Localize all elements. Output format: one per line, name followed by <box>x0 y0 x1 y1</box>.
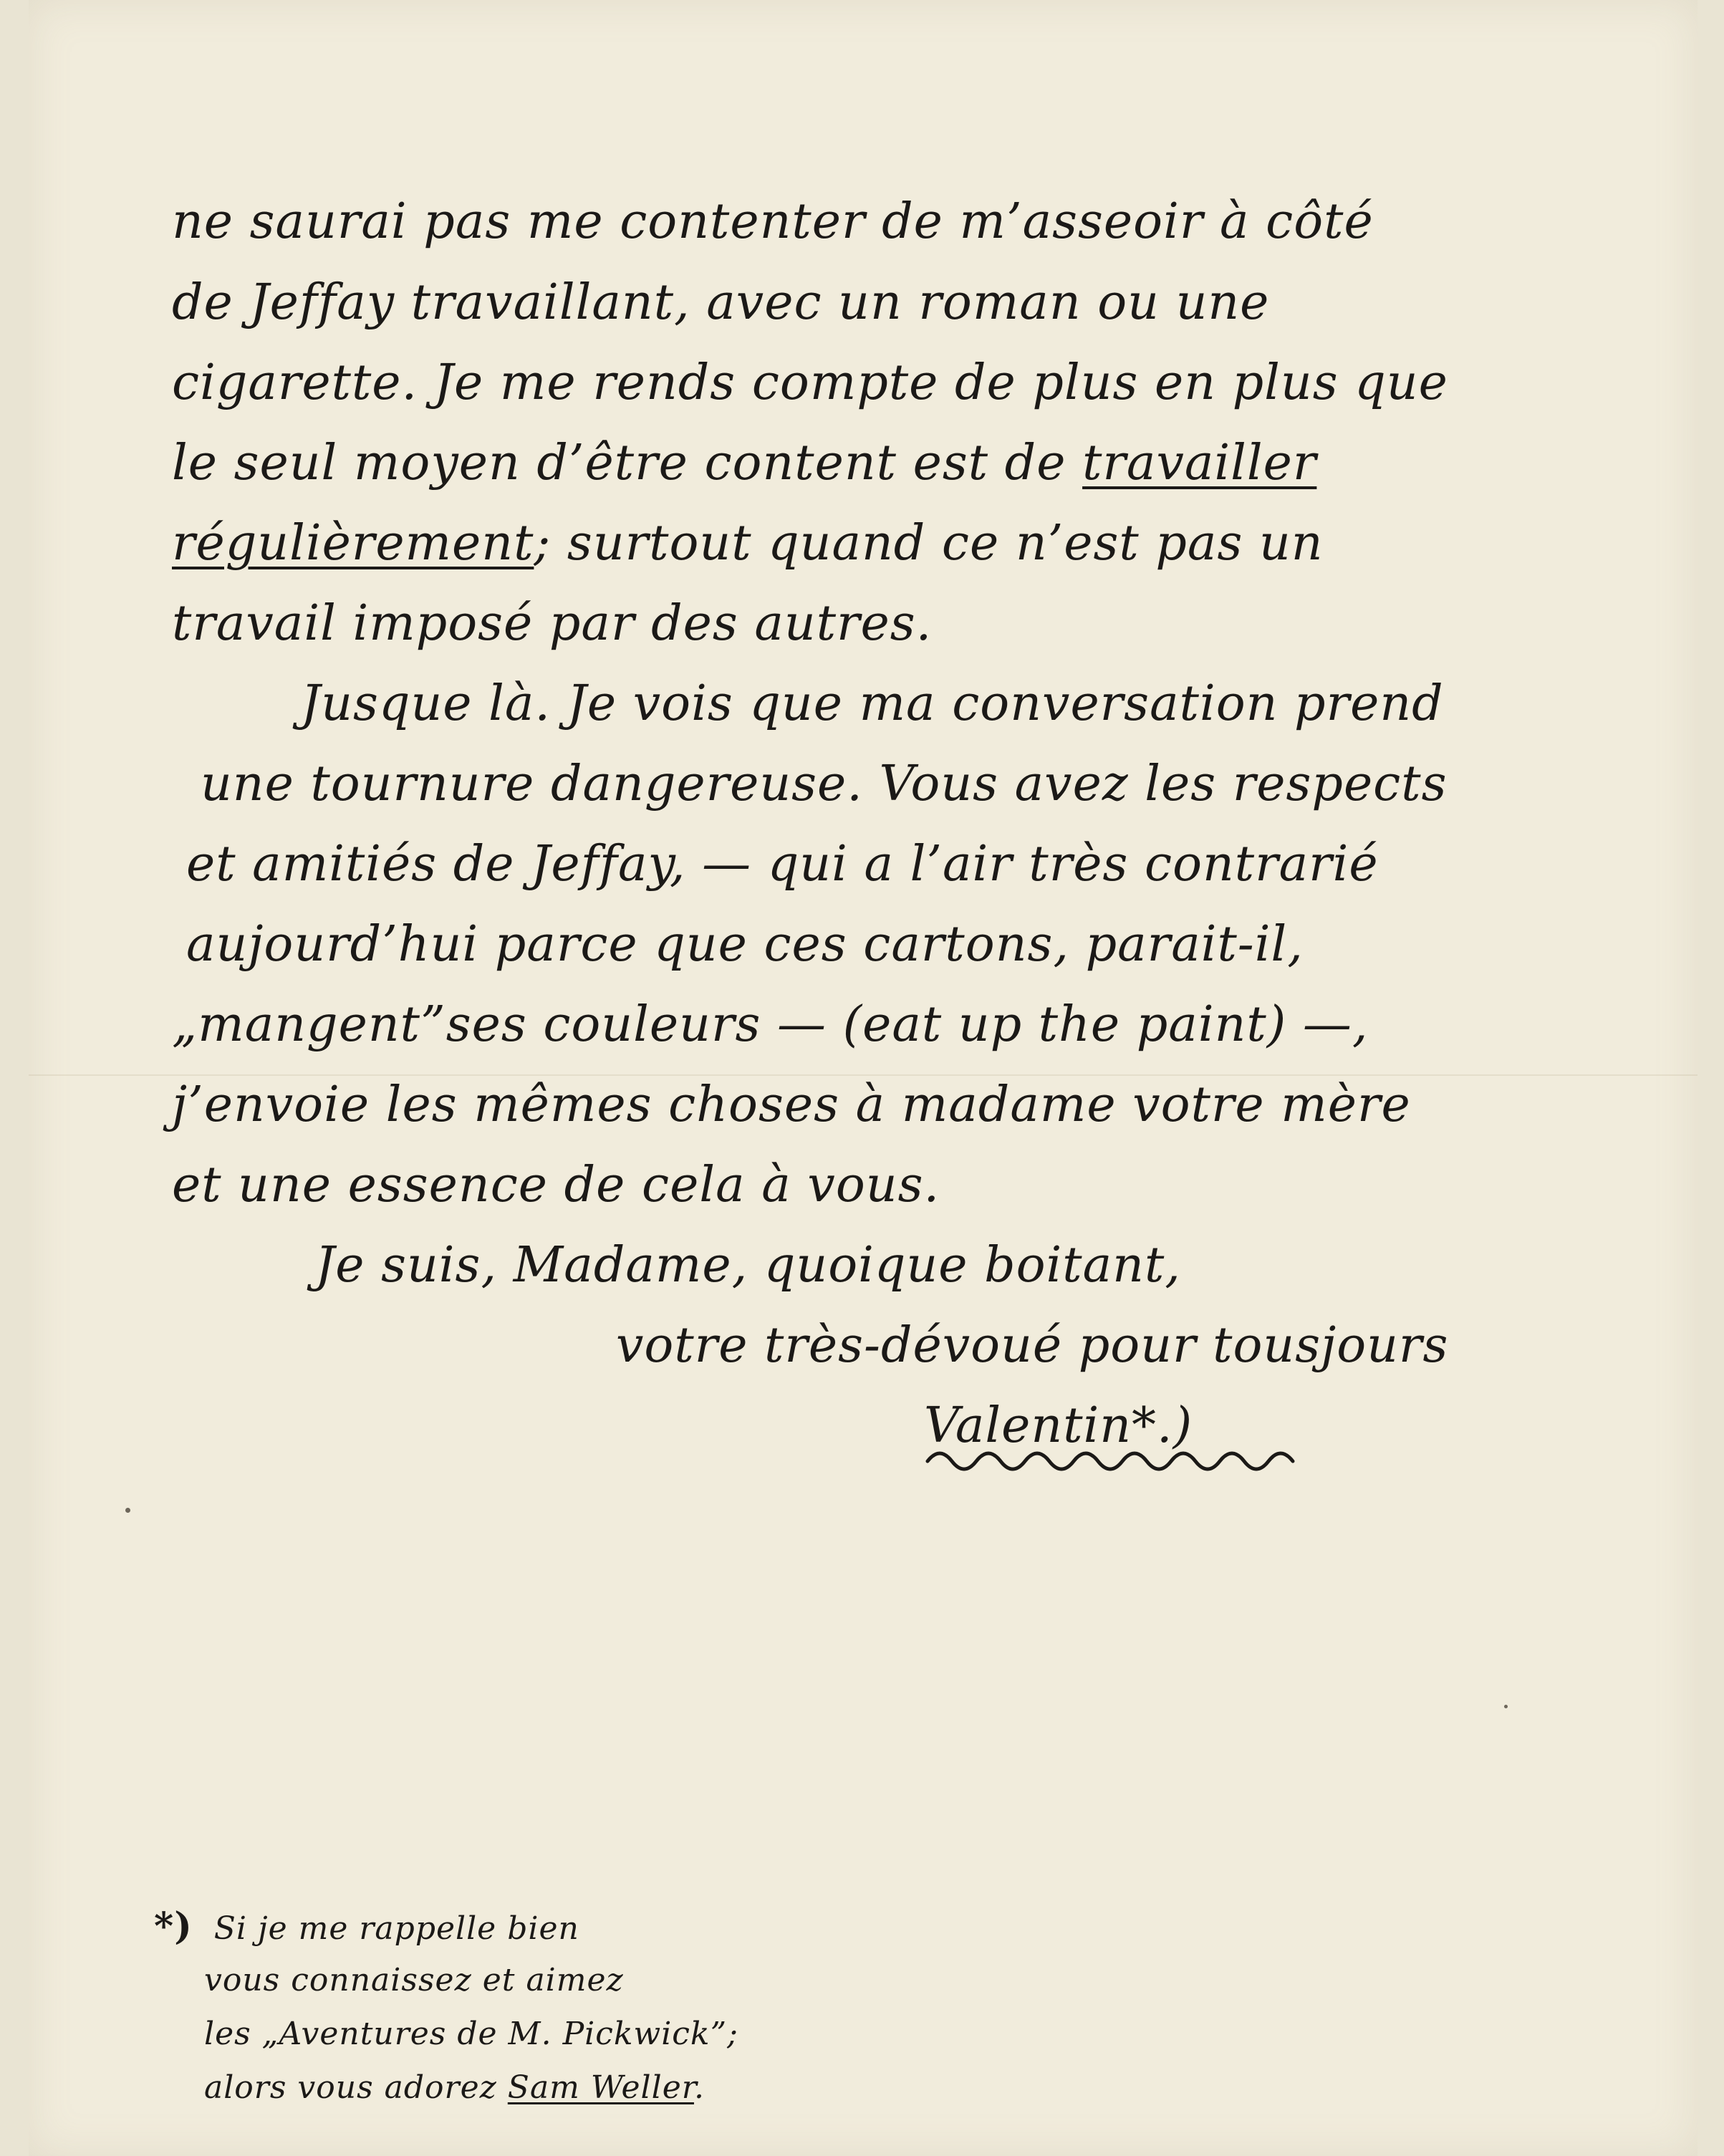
footnote-marker: *) <box>154 1905 193 1948</box>
footnote-line-2: vous connaissez et aimez <box>204 1962 624 1998</box>
closing-line-2: votre très-dévoué pour tousjours <box>616 1317 1449 1374</box>
underlined-word-travailler: travailler <box>1082 435 1317 491</box>
footnote-line-3: les „Aventures de M. Pickwick”; <box>204 2016 738 2052</box>
footnote-text-4: alors vous adorez <box>204 2069 497 2106</box>
letter-line-11: „mangent”ses couleurs — (eat up the paint) —, <box>172 996 1369 1053</box>
letter-line-7: Jusque là. Je vois que ma conversation prend <box>301 675 1444 732</box>
paper-fleck <box>1504 1705 1508 1708</box>
letter-line-5-text: ; surtout quand ce n’est pas un <box>534 515 1324 572</box>
letter-line-2: de Jeffay travaillant, avec un roman ou une <box>172 274 1270 331</box>
footnote-line-1 <box>154 1905 579 1950</box>
footnote-line-4 <box>204 2066 705 2109</box>
closing-line-1: Je suis, Madame, quoique boitant, <box>315 1237 1181 1294</box>
underlined-name-sam-weller: Sam Weller <box>507 2069 694 2106</box>
paper-fleck <box>125 1508 130 1513</box>
letter-line-4 <box>172 431 1316 496</box>
letter-page <box>29 0 1697 2156</box>
letter-line-8: une tournure dangereuse. Vous avez les respects <box>201 756 1448 812</box>
letter-line-3: cigarette. Je me rends compte de plus en plus que <box>172 355 1448 411</box>
letter-line-12: j’envoie les mêmes choses à madame votre mère <box>172 1077 1411 1133</box>
signature: Valentin*.) <box>924 1397 1193 1454</box>
letter-line-10: aujourd’hui parce que ces cartons, parait-il, <box>186 916 1304 973</box>
letter-line-9: et amitiés de Jeffay, — qui a l’air très contrarié <box>186 836 1379 892</box>
letter-line-13: et une essence de cela à vous. <box>172 1157 940 1213</box>
signature-flourish <box>924 1443 1325 1479</box>
underlined-word-regulierement: régulièrement <box>172 515 534 572</box>
footnote-text-1: Si je me rappelle bien <box>213 1910 579 1947</box>
letter-line-5 <box>172 511 1324 576</box>
footnote-text-4-end: . <box>693 2069 705 2106</box>
letter-line-1: ne saurai pas me contenter de m’asseoir à côté <box>172 193 1374 250</box>
letter-line-4-text: le seul moyen d’être content est de <box>172 435 1066 491</box>
letter-line-6: travail imposé par des autres. <box>172 595 933 652</box>
